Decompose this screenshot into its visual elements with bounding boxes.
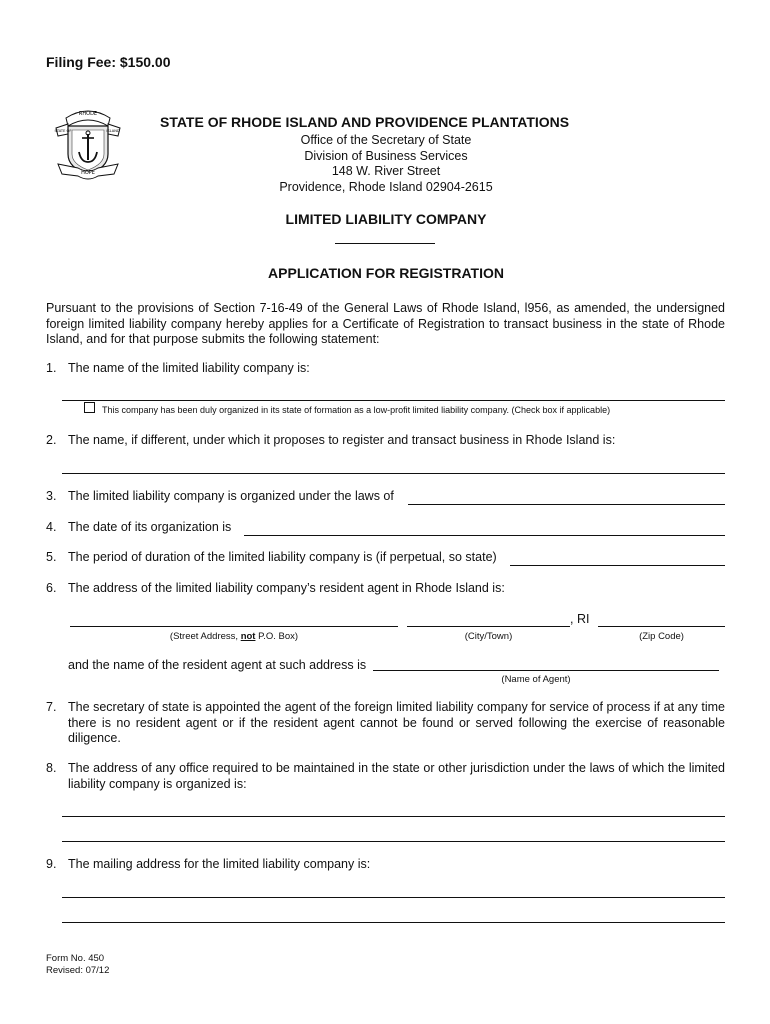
item-3-number: 3.	[46, 489, 57, 503]
filing-fee: Filing Fee: $150.00	[46, 54, 171, 70]
zip-caption: (Zip Code)	[639, 631, 684, 642]
city-address: Providence, Rhode Island 02904-2615	[279, 179, 493, 194]
state-name-heading: STATE OF RHODE ISLAND AND PROVIDENCE PLANTATIONS	[160, 114, 570, 130]
low-profit-label: This company has been duly organized in its state of formation as a low-profit limited liability company. (Check box if applicable)	[102, 405, 611, 415]
item-9-field-1[interactable]	[62, 897, 725, 898]
item-4-text: The date of its organization is	[68, 520, 232, 534]
item-4-field[interactable]	[244, 535, 725, 536]
item-7-number: 7.	[46, 700, 57, 714]
item-8-field-2[interactable]	[62, 841, 725, 842]
division-name: Division of Business Services	[304, 148, 468, 163]
item-9-number: 9.	[46, 857, 57, 871]
item-9-text: The mailing address for the limited liability company is:	[68, 857, 371, 871]
agent-zip-field[interactable]	[598, 626, 725, 627]
city-caption: (City/Town)	[464, 631, 513, 642]
item-8-field-1[interactable]	[62, 816, 725, 817]
office-address-block	[234, 133, 538, 195]
seal-right-word: ISLAND	[106, 129, 120, 133]
item-7-text: The secretary of state is appointed the agent of the foreign limited liability company for service of process if at any time there is no resident agent or if the resident agent cannot be found or served following the exercise of reasonable diligence.	[68, 700, 725, 745]
form-revised: Revised: 07/12	[46, 965, 110, 976]
intro-paragraph: Pursuant to the provisions of Section 7-16-49 of the General Laws of Rhode Island, l956, as amended, the undersigned foreign limited liability company hereby applies for a Certificate of Registration to transact business in the state of Rhode Island, and for that purpose submits the following statement:	[46, 301, 725, 346]
item-5-number: 5.	[46, 550, 57, 564]
form-footer	[46, 953, 109, 977]
item-3-field[interactable]	[408, 504, 725, 505]
agent-street-field[interactable]	[70, 626, 398, 627]
item-1-number: 1.	[46, 361, 57, 375]
agent-name-field[interactable]	[373, 670, 719, 671]
item-2-number: 2.	[46, 433, 57, 447]
item-4-number: 4.	[46, 520, 57, 534]
item-2-field[interactable]	[62, 473, 725, 474]
form-number: Form No. 450	[46, 953, 105, 964]
agent-name-caption: (Name of Agent)	[501, 674, 571, 685]
state-seal-icon	[52, 102, 124, 188]
seal-left-word: STATE OF	[54, 129, 72, 133]
seal-bottom-word: HOPE	[81, 170, 95, 176]
item-2-text: The name, if different, under which it proposes to register and transact business in Rhode Island is:	[68, 433, 616, 447]
agent-name-text: and the name of the resident agent at such address is	[68, 658, 367, 672]
street-caption-pre: (Street Address,	[169, 631, 241, 642]
low-profit-checkbox[interactable]	[84, 402, 95, 413]
ri-label: , RI	[570, 612, 590, 626]
item-6-number: 6.	[46, 581, 57, 595]
agent-city-field[interactable]	[407, 626, 570, 627]
form-type-heading: LIMITED LIABILITY COMPANY	[285, 211, 487, 227]
street-caption-post: P.O. Box)	[255, 631, 299, 642]
item-1-text: The name of the limited liability company is:	[68, 361, 310, 375]
item-6-text: The address of the limited liability company’s resident agent in Rhode Island is:	[68, 581, 505, 595]
street-caption	[70, 631, 398, 642]
seal-top-word: RHODE	[78, 111, 98, 117]
item-8-number: 8.	[46, 761, 57, 775]
item-9-field-2[interactable]	[62, 922, 725, 923]
item-1-field[interactable]	[62, 400, 725, 401]
item-5-field[interactable]	[510, 565, 725, 566]
item-3-text: The limited liability company is organized under the laws of	[68, 489, 394, 503]
street-address: 148 W. River Street	[331, 164, 441, 178]
office-name: Office of the Secretary of State	[300, 133, 472, 147]
form-title: APPLICATION FOR REGISTRATION	[268, 265, 504, 281]
title-divider	[335, 243, 435, 244]
street-caption-not: not	[240, 631, 256, 642]
item-8-text: The address of any office required to be maintained in the state or other jurisdiction under the laws of which the limited liability company is organized is:	[68, 761, 725, 791]
item-5-text: The period of duration of the limited liability company is (if perpetual, so state)	[68, 550, 497, 564]
